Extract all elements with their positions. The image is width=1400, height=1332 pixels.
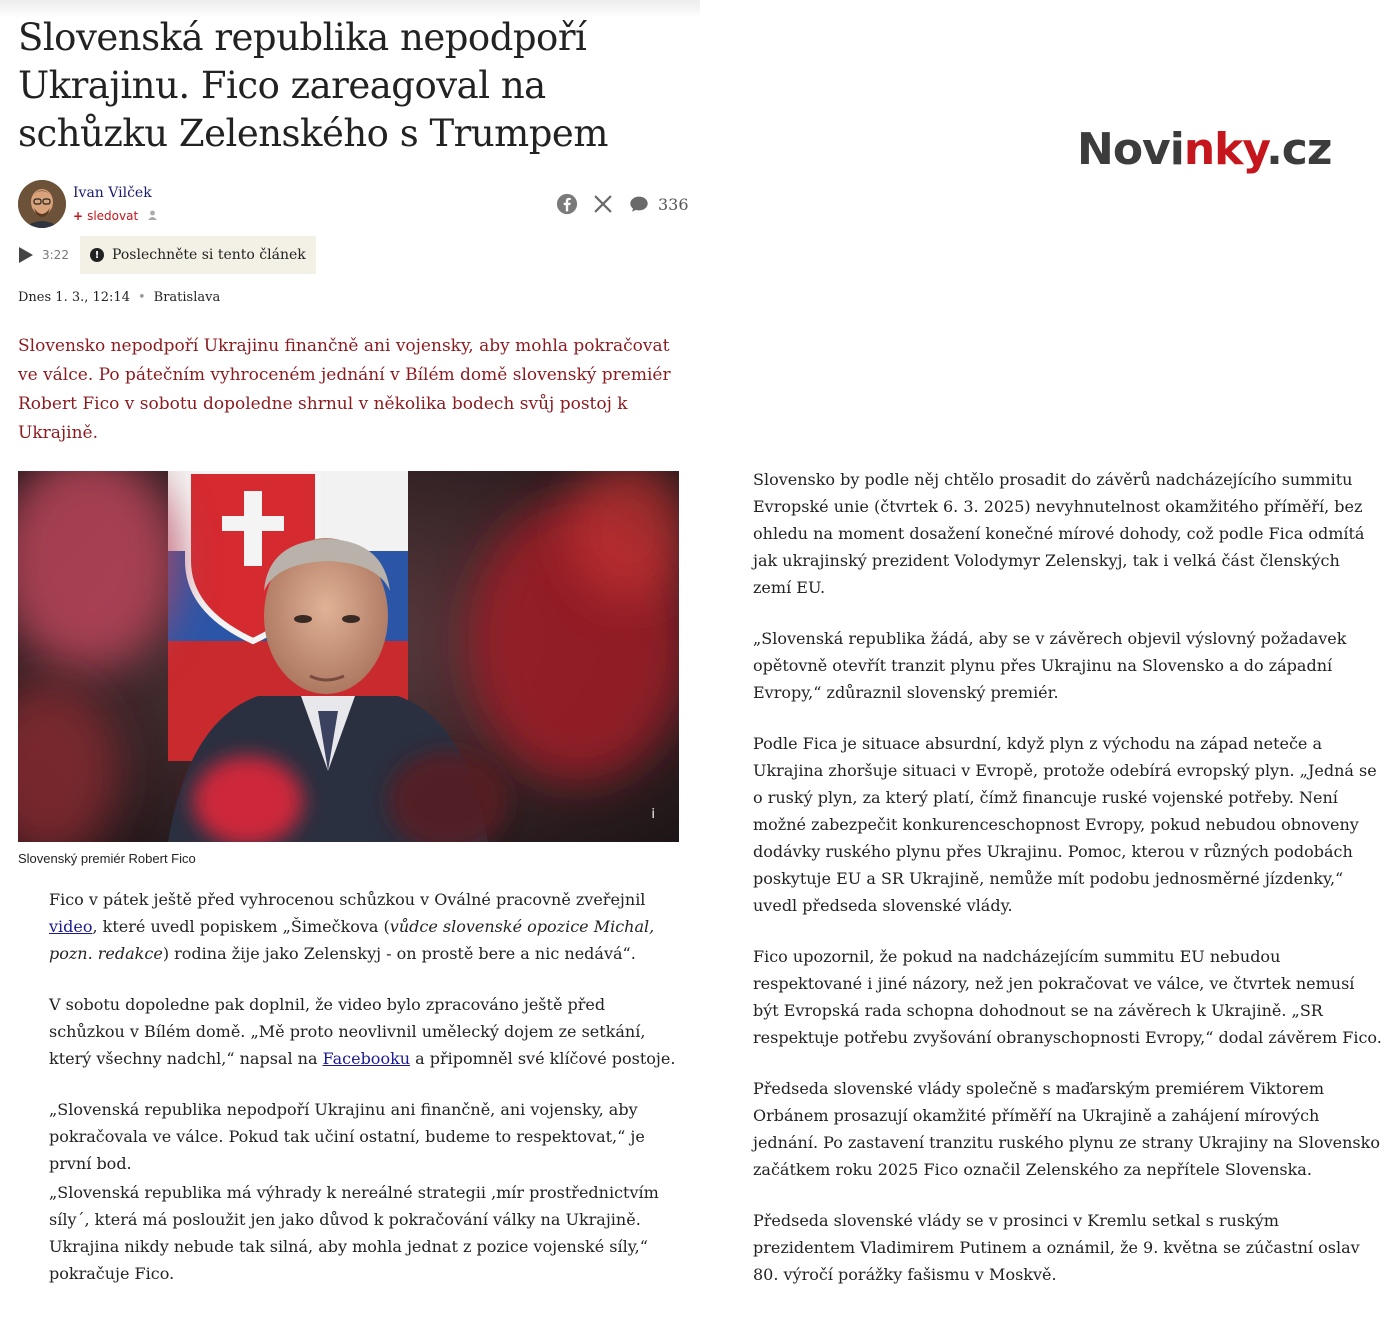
body-paragraph: „Slovenská republika žádá, aby se v závěrech objevil výslovný požadavek opětovně otevřít tranzit plynu přes Ukrajinu na Slovensko a do západní Evropy,“ zdůraznil slovenský premiér. xyxy=(753,629,1347,702)
photo-info-icon[interactable]: i xyxy=(651,807,655,822)
body-paragraph: Předseda slovenské vlády společně s maďarským premiérem Viktorem Orbánem prosazují okamžité příměří na Ukrajině a zahájení mírových jednání. Po zastavení tranzitu ruského plynu ze strany Ukrajiny na Slovensko začátkem roku 2025 Fico označil Zelenského za nepřítele Slovenska. xyxy=(753,1079,1380,1179)
body-paragraph: Podle Fica je situace absurdní, když plyn z východu na západ neteče a Ukrajina zhoršuje situaci v Evropě, protože odebírá evropský plyn. „Jedná se o ruský plyn, za který platí, čímž financuje ruské vojenské potřeby. Není možné zabezpečit konkurenceschopnost Evropy, pokud nebudou obnoveny dodávky ruského plynu přes Ukrajinu. Pomoc, kterou v různých podobách poskytuje EU a SR Ukrajině, nemůže mít podobu jednosměrné jízdenky,“ uvedl předseda slovenské vlády. xyxy=(753,734,1377,915)
text-span: V sobotu dopoledne pak doplnil, že video bylo zpracováno ještě před schůzkou v Bílém domě. „Mě proto neovlivnil umělecký dojem ze setkání, který všechny nadchl,“ napsal na xyxy=(49,995,646,1068)
comment-icon[interactable] xyxy=(628,193,650,215)
logo-part-accent: nky xyxy=(1183,124,1267,175)
user-icon xyxy=(148,210,157,223)
photo-image xyxy=(18,471,679,842)
text-span: , které uvedl popiskem „Šimečkova ( xyxy=(92,917,390,936)
audio-player xyxy=(18,236,316,274)
article-body-left xyxy=(49,886,684,1311)
photo-caption: Slovenský premiér Robert Fico xyxy=(18,851,196,866)
listen-article-button[interactable] xyxy=(80,236,316,274)
body-paragraph: Slovensko by podle něj chtělo prosadit do závěrů nadcházejícího summitu Evropské unie (čtvrtek 6. 3. 2025) nevyhnutelnost okamžitého příměří, bez ohledu na moment dosažení konečné mírové dohody, což podle Fica odmítá jak ukrajinský prezident Volodymyr Zelenskyj, tak i velká část členských zemí EU. xyxy=(753,470,1365,597)
article-photo[interactable] xyxy=(18,471,679,842)
article-perex: Slovensko nepodpoří Ukrajinu finančně ani vojensky, aby mohla pokračovat ve válce. Po pátečním vyhroceném jednání v Bílém domě slovenský premiér Robert Fico v sobotu dopoledne shrnul v několika bodech svůj postoj k Ukrajině. xyxy=(18,336,671,443)
location: Bratislava xyxy=(153,290,221,305)
video-link[interactable]: video xyxy=(49,917,93,936)
facebook-icon[interactable] xyxy=(556,193,578,215)
editor-note: vůdce slovenské opozice Michal, pozn. redakce xyxy=(49,917,655,963)
listen-label: Poslechněte si tento článek xyxy=(112,247,306,263)
body-paragraph: „Slovenská republika má výhrady k nereálné strategii ‚mír prostřednictvím síly´, která má posloužit jen jako důvod k pokračování války na Ukrajině. Ukrajina nikdy nebude tak silná, aby mohla jednat z pozice vojenské síly,“ pokračuje Fico. xyxy=(49,1183,659,1283)
x-icon[interactable] xyxy=(592,193,614,215)
article-body-right xyxy=(753,466,1383,1312)
body-paragraph xyxy=(49,991,684,1072)
text-span: ) rodina žije jako Zelenskyj - on prostě bere a nic nedává“. xyxy=(162,944,636,963)
novinky-logo[interactable] xyxy=(1077,124,1331,175)
body-paragraph: Předseda slovenské vlády se v prosinci v Kremlu setkal s ruským prezidentem Vladimirem Putinem a oznámil, že 9. května se zúčastní oslav 80. výročí porážky fašismu v Moskvě. xyxy=(753,1211,1360,1284)
share-bar xyxy=(556,193,689,215)
follow-button[interactable] xyxy=(73,209,157,223)
info-icon: ! xyxy=(90,248,104,262)
author-avatar[interactable] xyxy=(18,180,66,228)
text-span: a připomněl své klíčové postoje. xyxy=(410,1049,676,1068)
body-paragraph xyxy=(49,886,684,967)
logo-part-1: Novi xyxy=(1077,124,1184,175)
logo-part-3: .cz xyxy=(1266,124,1332,175)
audio-duration: 3:22 xyxy=(42,248,69,262)
facebook-link[interactable]: Facebooku xyxy=(322,1049,411,1068)
follow-label: sledovat xyxy=(87,209,139,223)
body-paragraph: „Slovenská republika nepodpoří Ukrajinu ani finančně, ani vojensky, aby pokračovala ve válce. Pokud tak učiní ostatní, budeme to respektovat,“ je první bod. xyxy=(49,1100,645,1173)
play-icon[interactable] xyxy=(18,246,34,264)
article-meta xyxy=(18,290,220,305)
text-span: Fico v pátek ještě před vyhrocenou schůzkou v Oválné pracovně zveřejnil xyxy=(49,890,646,909)
publish-date: Dnes 1. 3., 12:14 xyxy=(18,290,130,305)
article-headline: Slovenská republika nepodpoří Ukrajinu. Fico zareagoval na schůzku Zelenského s Trumpem xyxy=(18,16,608,155)
author-name[interactable]: Ivan Vilček xyxy=(73,185,152,201)
plus-icon: + xyxy=(73,209,84,223)
meta-separator: • xyxy=(137,290,146,305)
body-paragraph: Fico upozornil, že pokud na nadcházejícím summitu EU nebudou respektované i jiné názory, než jen pokračovat ve válce, ve čtvrtek nemusí být Evropská rada schopna dohodnout se na závěrech k Ukrajině. „SR respektuje potřebu zvyšování obranyschopnosti Evropy,“ dodal závěrem Fico. xyxy=(753,947,1382,1047)
avatar-image xyxy=(18,180,66,228)
comment-count[interactable]: 336 xyxy=(658,194,689,214)
